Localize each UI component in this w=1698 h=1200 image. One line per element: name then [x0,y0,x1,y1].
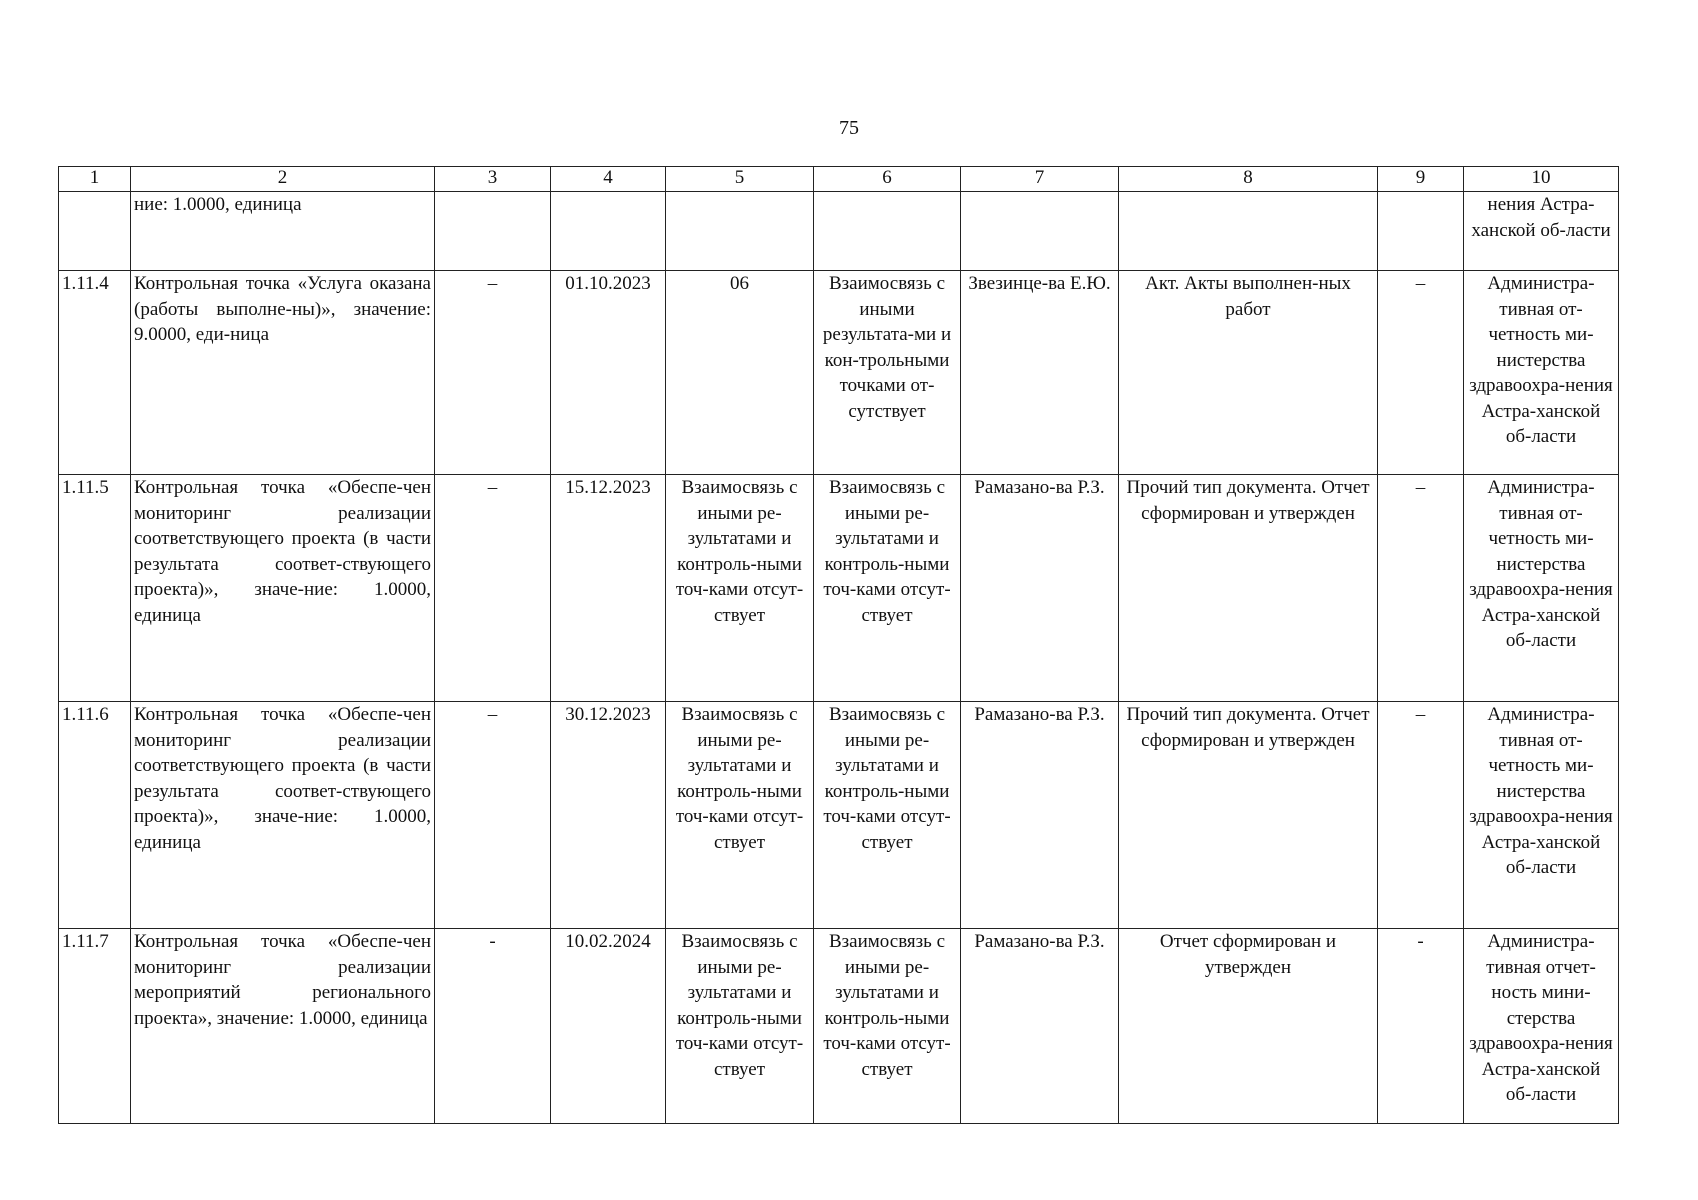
row-number: 1.11.5 [59,475,131,702]
due-date: 10.02.2024 [551,929,666,1124]
control-point-name: Контрольная точка «Услуга оказана (работы выполне-ны)», значение: 9.0000, еди-ница [131,271,435,475]
predecessors: Взаимосвязь с иными ре-зультатами и контроль-ными точ-ками отсут-ствует [666,475,814,702]
due-date: 30.12.2023 [551,702,666,929]
column-header: 3 [435,167,551,192]
due-date: 15.12.2023 [551,475,666,702]
row-number: 1.11.7 [59,929,131,1124]
table-row-continuation [59,192,1619,271]
table-row [59,929,1619,1124]
info-source: Администра-тивная отчет-ность мини-стерства здравоохра-нения Астра-ханской об-ласти [1464,929,1619,1124]
column-number-header [59,167,1619,192]
control-point-name: Контрольная точка «Обеспе-чен мониторинг реализации мероприятий регионального проекта», значение: 1.0000, единица [131,929,435,1124]
column-9-value: - [1378,929,1464,1124]
document-type: Прочий тип документа. Отчет сформирован и утвержден [1119,475,1378,702]
column-9-value: – [1378,271,1464,475]
document-type: Прочий тип документа. Отчет сформирован и утвержден [1119,702,1378,929]
control-points-table [58,166,1619,1124]
base-value: – [435,475,551,702]
column-header: 1 [59,167,131,192]
base-value: - [435,929,551,1124]
column-header: 4 [551,167,666,192]
due-date: 01.10.2023 [551,271,666,475]
column-header: 6 [814,167,961,192]
column-header: 8 [1119,167,1378,192]
control-point-name: ние: 1.0000, единица [131,192,435,271]
column-9-value: – [1378,702,1464,929]
control-point-name: Контрольная точка «Обеспе-чен мониторинг реализации соответствующего проекта (в части результата соответ-ствующего проекта)», значе-ние: 1.0000, единица [131,702,435,929]
document-type: Акт. Акты выполнен-ных работ [1119,271,1378,475]
column-header: 2 [131,167,435,192]
base-value: – [435,271,551,475]
successors: Взаимосвязь с иными ре-зультатами и контроль-ными точ-ками отсут-ствует [814,929,961,1124]
responsible-person: Рамазано-ва Р.З. [961,475,1119,702]
responsible-person: Звезинце-ва Е.Ю. [961,271,1119,475]
column-header: 5 [666,167,814,192]
table-row [59,271,1619,475]
column-header: 9 [1378,167,1464,192]
successors: Взаимосвязь с иными результата-ми и кон-трольными точками от-сутствует [814,271,961,475]
column-header: 7 [961,167,1119,192]
document-type: Отчет сформирован и утвержден [1119,929,1378,1124]
column-9-value: – [1378,475,1464,702]
row-number: 1.11.4 [59,271,131,475]
page-number: 75 [839,117,859,139]
responsible-person: Рамазано-ва Р.З. [961,702,1119,929]
successors: Взаимосвязь с иными ре-зультатами и контроль-ными точ-ками отсут-ствует [814,475,961,702]
info-source: Администра-тивная от-четность ми-нистерства здравоохра-нения Астра-ханской об-ласти [1464,475,1619,702]
predecessors: 06 [666,271,814,475]
responsible-person: Рамазано-ва Р.З. [961,929,1119,1124]
predecessors: Взаимосвязь с иными ре-зультатами и контроль-ными точ-ками отсут-ствует [666,929,814,1124]
successors: Взаимосвязь с иными ре-зультатами и контроль-ными точ-ками отсут-ствует [814,702,961,929]
info-source: Администра-тивная от-четность ми-нистерства здравоохра-нения Астра-ханской об-ласти [1464,271,1619,475]
control-point-name: Контрольная точка «Обеспе-чен мониторинг реализации соответствующего проекта (в части результата соответ-ствующего проекта)», значе-ние: 1.0000, единица [131,475,435,702]
row-number: 1.11.6 [59,702,131,929]
table-row [59,702,1619,929]
info-source: нения Астра-ханской об-ласти [1464,192,1619,271]
base-value: – [435,702,551,929]
info-source: Администра-тивная от-четность ми-нистерства здравоохра-нения Астра-ханской об-ласти [1464,702,1619,929]
predecessors: Взаимосвязь с иными ре-зультатами и контроль-ными точ-ками отсут-ствует [666,702,814,929]
table-row [59,475,1619,702]
column-header: 10 [1464,167,1619,192]
